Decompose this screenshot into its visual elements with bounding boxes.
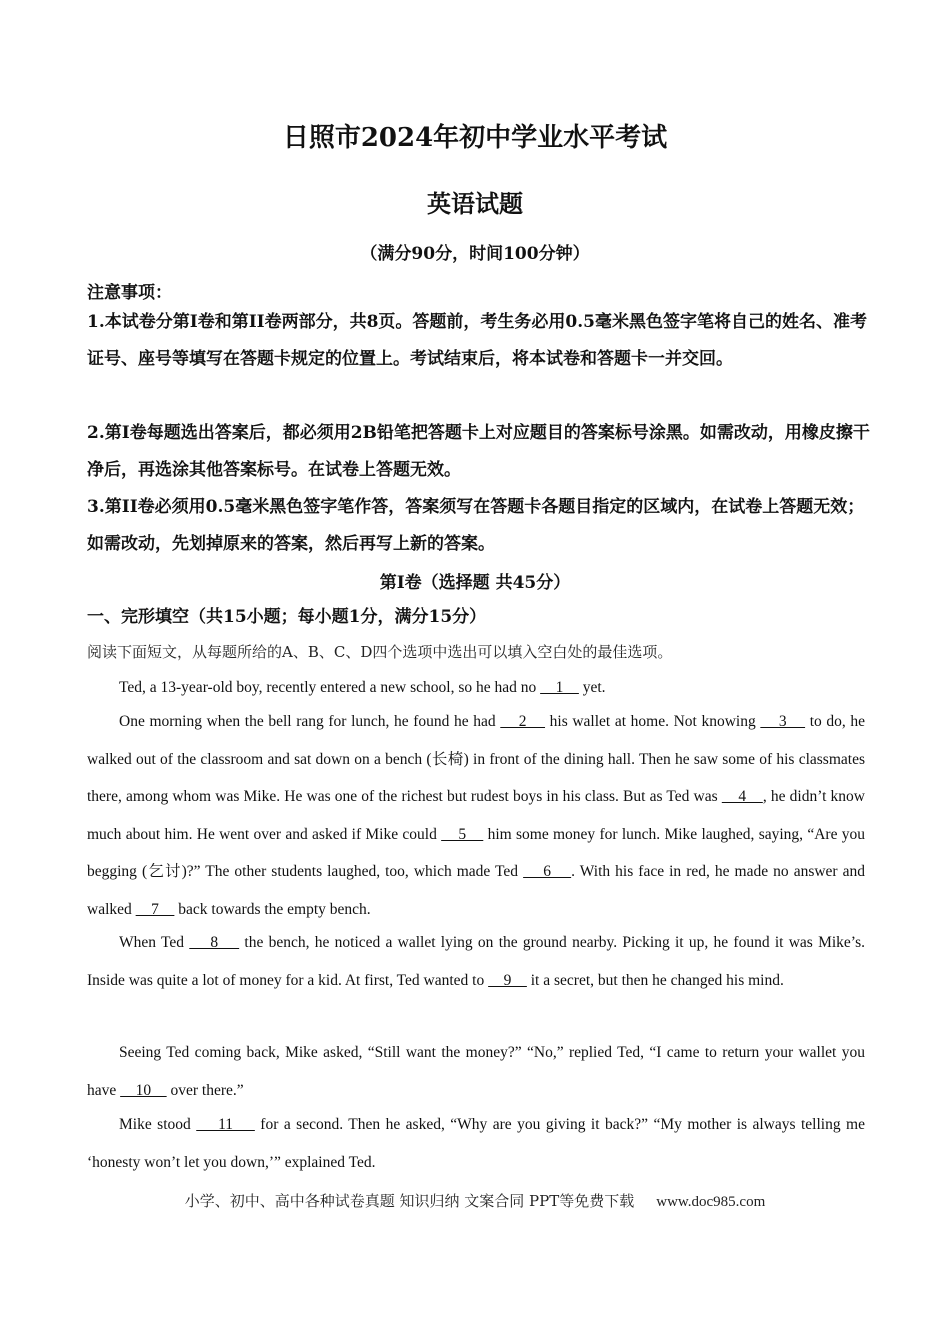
part-one-heading: 第I卷（选择题 共45分）: [379, 573, 571, 593]
blank-4: 4: [721, 788, 763, 805]
notice-item-3: 3.第II卷必须用0.5毫米黑色签字笔作答，答案须写在答题卡各题目指定的区域内，在试卷上答题无效；如需改动，先划掉原来的答案，然后再写上新的答案。: [87, 497, 865, 554]
passage-paragraph-5: Mike stood 11 for a second. Then he asked, “Why are you giving it back?” “My mother is always telling me ‘honesty won’t let you down,’” explained Ted.: [87, 1116, 865, 1171]
blank-11: 11: [196, 1116, 255, 1133]
blank-7: 7: [135, 900, 175, 918]
passage-paragraph-1: Ted, a 13-year-old boy, recently entered a new school, so he had no 1 yet.: [119, 679, 606, 696]
passage-paragraph-2: One morning when the bell rang for lunch, he found he had 2 his wallet at home. Not knowing 3 to do, he walked out of the classroom and sat down on a bench (长椅) in front of the dining hall. Then he saw some of his classmates there, among whom was Mike. He was one of the richest but rudest boys in his class. But as Ted was 4 , he didn’t know much about him. He went over and asked if Mike could 5 him some money for lunch. Mike laughed, saying, “Are you begging (乞讨)?” The other students laughed, too, which made Ted 6 . With his face in red, he made no answer and walked 7 back towards the empty bench.: [87, 713, 866, 918]
blank-6: 6: [523, 863, 572, 880]
notice-heading: 注意事项：: [87, 283, 172, 303]
blank-9: 9: [488, 971, 527, 989]
page-footer: [0, 1190, 950, 1211]
blank-10: 10: [120, 1081, 167, 1099]
blank-3: 3: [760, 713, 806, 730]
exam-meta: （满分90分，时间100分钟）: [360, 244, 590, 264]
section-instructions: 阅读下面短文，从每题所给的A、B、C、D四个选项中选出可以填入空白处的最佳选项。: [87, 643, 673, 661]
footer-text: 小学、初中、高中各种试卷真题 知识归纳 文案合同 PPT等免费下载: [184, 1192, 635, 1210]
passage-paragraph-3: When Ted 8 the bench, he noticed a wallet lying on the ground nearby. Picking it up, he found it was Mike’s. Inside was quite a lot of money for a kid. At first, Ted wanted to 9 it a secret, but then he changed his mind.: [87, 934, 866, 989]
section-heading: 一、完形填空（共15小题；每小题1分，满分15分）: [87, 607, 487, 627]
passage-paragraph-4: Seeing Ted coming back, Mike asked, “Still want the money?” “No,” replied Ted, “I came to return your wallet you have 10 over there.”: [87, 1044, 865, 1099]
notice-item-1: 1.本试卷分第I卷和第II卷两部分，共8页。答题前，考生务必用0.5毫米黑色签字笔将自己的姓名、准考证号、座号等填写在答题卡规定的位置上。考试结束后，将本试卷和答题卡一并交回。: [87, 312, 868, 369]
subject-title: 英语试题: [427, 189, 523, 218]
blank-5: 5: [441, 825, 484, 843]
blank-2: 2: [500, 713, 546, 730]
blank-1: 1: [540, 679, 579, 696]
footer-website: www.doc985.com: [656, 1194, 766, 1210]
blank-8: 8: [189, 934, 240, 951]
notice-item-2: 2.第I卷每题选出答案后，都必须用2B铅笔把答题卡上对应题目的答案标号涂黑。如需改动，用橡皮擦干净后，再选涂其他答案标号。在试卷上答题无效。: [87, 423, 870, 480]
exam-title: 日照市2024年初中学业水平考试: [282, 123, 668, 153]
